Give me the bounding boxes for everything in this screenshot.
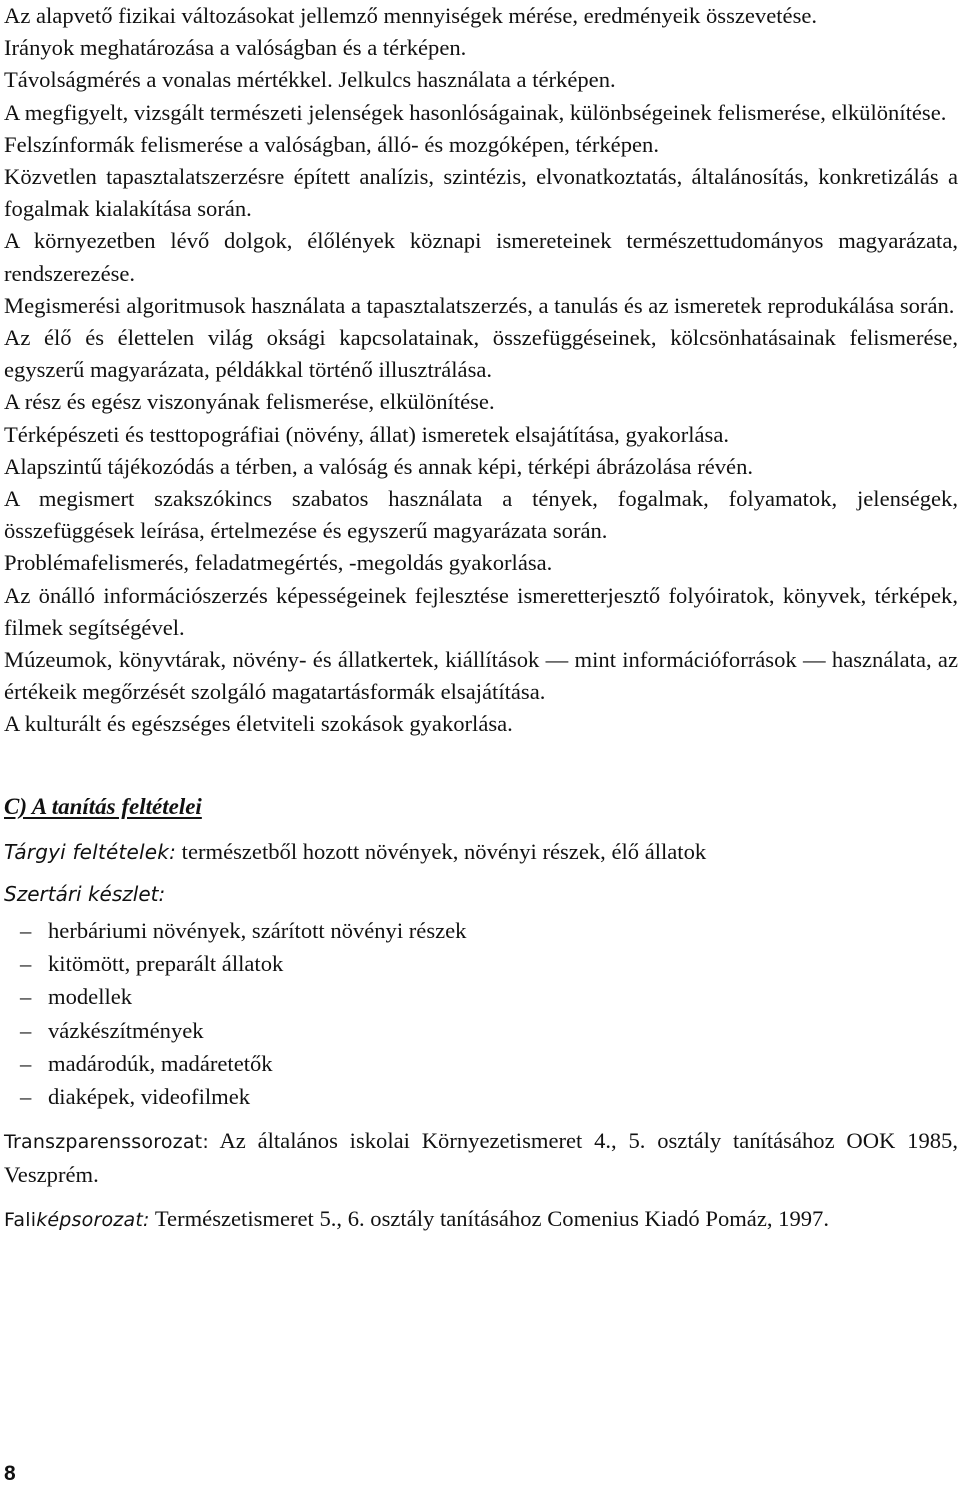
material-conditions-label: Tárgyi feltételek: — [4, 839, 177, 864]
kit-list — [4, 914, 958, 1113]
list-item — [4, 1014, 958, 1047]
list-item-text: madárodúk, madáretetők — [48, 1050, 273, 1076]
dash-bullet: – — [20, 918, 32, 944]
dash-bullet: – — [20, 951, 32, 977]
wall-pictures-label: képsorozat: — [36, 1208, 150, 1231]
wall-pictures-label-prefix: Fali — [4, 1208, 37, 1231]
paragraph: Közvetlen tapasztalatszerzésre épített analízis, szintézis, elvonatkoztatás, általánosítás, konkretizálás a fogalmak kialakítása során. — [4, 164, 958, 222]
paragraph: Az alapvető fizikai változásokat jellemző mennyiségek mérése, eredményeik összevetése. — [4, 3, 818, 28]
section-heading: C) A tanítás feltételei — [4, 793, 202, 819]
paragraph: A megfigyelt, vizsgált természeti jelenségek hasonlóságainak, különbségeinek felismerése, elkülönítése. — [4, 99, 947, 125]
paragraph: Alapszintű tájékozódás a térben, a valóság és annak képi, térképi ábrázolása révén. — [4, 453, 754, 479]
transparency-series-label: Transzparenssorozat: — [4, 1131, 209, 1154]
kit-label: Szertári készlet: — [4, 881, 166, 906]
list-item-text: diaképek, videofilmek — [48, 1084, 251, 1110]
list-item-text: vázkészítmények — [48, 1017, 204, 1043]
paragraph: A környezetben lévő dolgok, élőlények köznapi ismereteinek természettudományos magyarázata, rendszerezése. — [4, 228, 958, 286]
dash-bullet: – — [20, 1084, 32, 1110]
transparency-series — [4, 1125, 958, 1190]
paragraph: Megismerési algoritmusok használata a tapasztalatszerzés, a tanulás és az ismeretek reprodukálása során. — [4, 292, 955, 318]
list-item-text: herbáriumi növények, szárított növényi részek — [48, 918, 467, 944]
wall-pictures — [4, 1203, 958, 1236]
paragraph: A kulturált és egészséges életviteli szokások gyakorlása. — [4, 711, 513, 737]
paragraph: Térképészeti és testtopográfiai (növény, állat) ismeretek elsajátítása, gyakorlása. — [4, 421, 729, 447]
list-item — [4, 947, 958, 980]
paragraph: Múzeumok, könyvtárak, növény- és állatkertek, kiállítások — mint információforrások — használata, az értékeik megőrzését szolgáló magatartásformák elsajátítása. — [4, 647, 958, 705]
paragraph: Irányok meghatározása a valóságban és a térképen. — [4, 35, 467, 61]
page-number: 8 — [4, 1462, 16, 1485]
list-item — [4, 980, 958, 1013]
wall-pictures-text: Természetismeret 5., 6. osztály tanításához Comenius Kiadó Pomáz, 1997. — [149, 1205, 830, 1231]
paragraph: Problémafelismerés, feladatmegértés, -megoldás gyakorlása. — [4, 550, 553, 576]
transparency-series-text: Az általános iskolai Környezetismeret 4., 5. osztály tanításához OOK 1985, Veszprém. — [4, 1128, 958, 1187]
list-item-text: kitömött, preparált állatok — [48, 951, 284, 977]
material-conditions — [4, 836, 958, 868]
paragraph: Felszínformák felismerése a valóságban, álló- és mozgóképen, térképen. — [4, 131, 659, 157]
paragraph: Az önálló információszerzés képességeinek fejlesztése ismeretterjesztő folyóiratok, könyvek, térképek, filmek segítségével. — [4, 582, 958, 640]
list-item — [4, 1047, 958, 1080]
paragraph: A rész és egész viszonyának felismerése, elkülönítése. — [4, 389, 495, 415]
paragraph: Az élő és élettelen világ oksági kapcsolatainak, összefüggéseinek, kölcsönhatásainak felismerése, egyszerű magyarázata, példákkal történő illusztrálása. — [4, 325, 958, 383]
kit-section — [4, 878, 958, 910]
list-item — [4, 1080, 958, 1113]
dash-bullet: – — [20, 1050, 32, 1076]
paragraph: Távolságmérés a vonalas mértékkel. Jelkulcs használata a térképen. — [4, 67, 616, 93]
list-item — [4, 914, 958, 947]
document-body — [4, 0, 958, 1236]
paragraph: A megismert szakszókincs szabatos használata a tények, fogalmak, folyamatok, jelenségek, összefüggések leírása, értelmezése és egyszerű magyarázata során. — [4, 486, 958, 544]
material-conditions-text: természetből hozott növények, növényi részek, élő állatok — [176, 838, 707, 864]
list-item-text: modellek — [48, 984, 133, 1010]
dash-bullet: – — [20, 1017, 32, 1043]
dash-bullet: – — [20, 984, 32, 1010]
